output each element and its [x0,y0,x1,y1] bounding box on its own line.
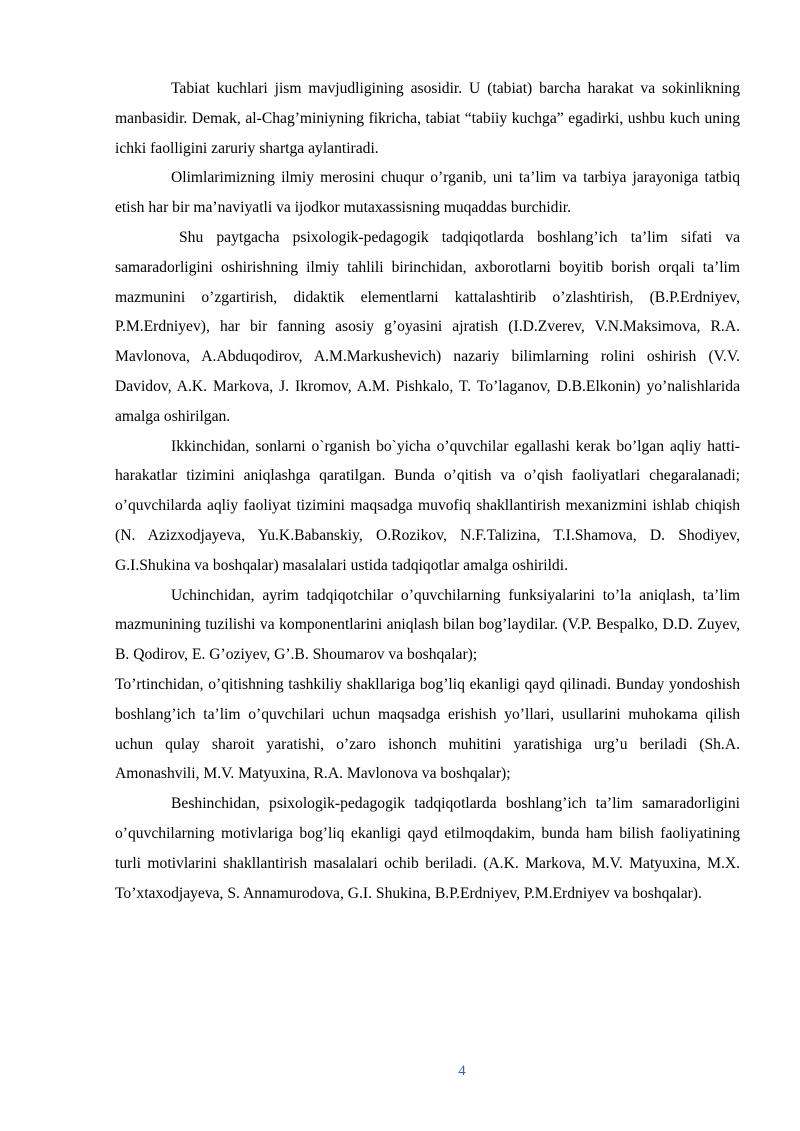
document-body [115,74,740,908]
paragraph-first-direction: Shu paytgacha psixologik-pedagogik tadqiqotlarda boshlang’ich ta’lim sifati va samaradorligini oshirishning ilmiy tahlili birinchidan, axborotlarni boyitib borish orqali ta’lim mazmunini o’zgartirish, didaktik elementlarni kattalashtirib o’zlashtirish, (B.P.Erdniyev, P.M.Erdniyev), har bir fanning asosiy g’oyasini ajratish (I.D.Zverev, V.N.Maksimova, R.A. Mavlonova, A.Abduqodirov, A.M.Markushevich) nazariy bilimlarning rolini oshirish (V.V. Davidov, A.K. Markova, J. Ikromov, A.M. Pishkalo, T. To’laganov, D.B.Elkonin) yo’nalishlarida amalga oshirilgan. [115,228,740,425]
paragraph-third-direction: Uchinchidan, ayrim tadqiqotchilar o’quvchilarning funksiyalarini to’la aniqlash, ta’lim mazmunining tuzilishi va komponentlarini aniqlash bilan bog’laydilar. (V.P. Bespalko, D.D. Zuyev, B. Qodirov, E. G’oziyev, G’.B. Shoumarov va boshqalar); [115,586,740,664]
paragraph-second-direction: Ikkinchidan, sonlarni o`rganish bo`yicha o’quvchilar egallashi kerak bo’lgan aqliy hatti-harakatlar tizimini aniqlashga qaratilgan. Bunda o’qitish va o’qish faoliyatlari chegaralanadi; o’quvchilarda aqliy faoliyat tizimini maqsadga muvofiq shakllantirish mexanizmini ishlab chiqish (N. Azizxodjayeva, Yu.K.Babanskiy, O.Rozikov, N.F.Talizina, T.I.Shamova, D. Shodiyev, G.I.Shukina va boshqalar) masalalari ustida tadqiqotlar amalga oshirildi. [115,437,740,574]
paragraph-nature-forces: Tabiat kuchlari jism mavjudligining asosidir. U (tabiat) barcha harakat va sokinlikning manbasidir. Demak, al-Chag’miniyning fikricha, tabiat “tabiiy kuchga” egadirki, ushbu kuch uning ichki faolligini zaruriy shartga aylantiradi. [115,80,740,157]
paragraph-fifth-direction: Beshinchidan, psixologik-pedagogik tadqiqotlarda boshlang’ich ta’lim samaradorligini o’quvchilarning motivlariga bog’liq ekanligi qayd etilmoqdakim, bunda ham bilish faoliyatining turli motivlarini shakllantirish masalalari ochib beriladi. (A.K. Markova, M.V. Matyuxina, M.X. To’xtaxodjayeva, S. Annamurodova, G.I. Shukina, B.P.Erdniyev, P.M.Erdniyev va boshqalar). [115,795,740,902]
paragraph-fourth-direction: To’rtinchidan, o’qitishning tashkiliy shakllariga bog’liq ekanligi qayd qilinadi. Bunday yondoshish boshlang’ich ta’lim o’quvchilari uchun maqsadga erishish yo’llari, usullarini muhokama qilish uchun qulay sharoit yaratishi, o’zaro ishonch muhitini yaratishiga urg’u beriladi (Sh.A. Amonashvili, M.V. Matyuxina, R.A. Mavlonova va boshqalar); [115,675,740,783]
paragraph-scholars-heritage: Olimlarimizning ilmiy merosini chuqur o’rganib, uni ta’lim va tarbiya jarayoniga tatbiq etish har bir ma’naviyatli va ijodkor mutaxassisning muqaddas burchidir. [115,169,740,217]
page-number: 4 [458,1063,466,1079]
